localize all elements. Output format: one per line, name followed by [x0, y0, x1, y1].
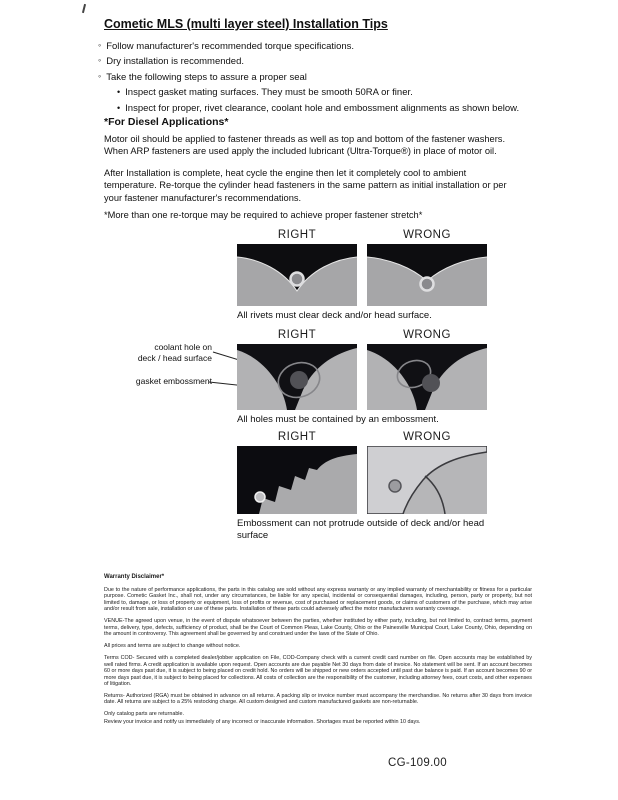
list-item: [98, 56, 538, 68]
callout-line: deck / head surface: [137, 352, 212, 363]
rivet-icon: [421, 278, 434, 291]
bullet-icon: [98, 41, 101, 53]
diesel-paragraph-2: After Installation is complete, heat cycle the engine then let it completely cool to ambient temperature. Re-torque the cylinder head fasteners in the same pattern as initial installation or per your fastener manufacturer's recommendations.: [104, 168, 507, 203]
rivet-icon: [291, 273, 304, 286]
hole-caption: All holes must be contained by an embossment.: [237, 414, 439, 425]
bullet-icon: [117, 87, 120, 99]
rivet-right-illustration: [237, 244, 357, 306]
warranty-heading: Warranty Disclaimer*: [104, 574, 165, 580]
right-column-header: RIGHT: [277, 431, 317, 443]
embossment-caption: Embossment can not protrude outside of deck and/or head surface: [237, 518, 485, 541]
legal-paragraph: Terms COD- Secured with a completed dealer/jobber application on File, COD-Company check with a current credit card number on file. Open accounts may be established by well rated firms. A credit application is available upon request. Open accounts are due payable Net 30 days from date of invoice. No statement will be sent. If an account becomes 60 or more days past due, it is subject to being placed on credit hold. No orders will be shipped or new orders accepted until past due balance is paid. If an account becomes 90 or more days past due, it is subject to being placed for collections. All costs of collection are the responsibility of the customer, including attorney fees, court costs, and other expenses of litigation.: [104, 655, 532, 687]
legal-paragraph: Only catalog parts are returnable.: [104, 711, 185, 718]
coolant-hole-icon: [422, 374, 440, 392]
right-column-header: RIGHT: [277, 329, 317, 341]
diesel-paragraph-1: Motor oil should be applied to fastener threads as well as top and bottom of the fastener washers. When ARP fasteners are used apply the included lubricant (Ultra-Torque®) in place of motor oil.: [104, 134, 506, 157]
embossment-wrong-illustration: [367, 446, 487, 514]
embossment-diagram-right: [237, 446, 357, 514]
legal-paragraph: Review your invoice and notify us immediately of any incorrect or inaccurate information. Shortages must be reported within 10 days.: [104, 718, 421, 725]
retorque-note: *More than one re-torque may be required to achieve proper fastener stretch*: [104, 210, 423, 220]
hole-icon: [255, 492, 265, 502]
list-item: [117, 87, 538, 99]
list-item: [98, 41, 538, 53]
callout-line: coolant hole on: [154, 342, 212, 352]
page-title: Cometic MLS (multi layer steel) Installation Tips: [104, 17, 388, 31]
wrong-column-header: WRONG: [403, 431, 451, 443]
warranty-disclaimer: [104, 574, 532, 731]
legal-paragraph: VENUE-The agreed upon venue, in the event of dispute whatsoever between the parties, whether instituted by either party, including, but not limited to, contract terms, payment terms, delivery, type, defects, sufficiency of product, shall be the Court of Common Pleas, Lake County, Ohio or the Painesville Municipal Court, Lake County, Ohio, depending on the amount in controversy. This agreement shall be governed by and construed under the laws of the State of Ohio.: [104, 618, 532, 638]
embossment-right-illustration: [237, 446, 357, 514]
bullet-icon: [98, 72, 101, 84]
bullet-icon: [98, 56, 101, 68]
catalog-page-code: CG-109.00: [388, 757, 447, 769]
tip-text: Inspect for proper, rivet clearance, coolant hole and embossment alignments as shown below.: [125, 102, 520, 114]
coolant-hole-icon: [290, 371, 308, 389]
tip-text: Follow manufacturer's recommended torque specifications.: [106, 41, 355, 52]
rivet-diagram-right: [237, 244, 357, 306]
diesel-applications-heading: *For Diesel Applications*: [104, 116, 229, 128]
hole-right-illustration: [237, 344, 357, 410]
tip-text: Inspect gasket mating surfaces. They must be smooth 50RA or finer.: [125, 87, 413, 99]
rivet-wrong-illustration: [367, 244, 487, 306]
right-column-header: RIGHT: [277, 229, 317, 241]
tip-text: Take the following steps to assure a proper seal: [106, 71, 307, 83]
legal-paragraph: All prices and terms are subject to change without notice.: [104, 643, 241, 650]
wrong-column-header: WRONG: [403, 229, 451, 241]
legal-paragraph: Due to the nature of performance applications, the parts in this catalog are sold without any express warranty or any implied warranty of merchantability or fitness for a particular purpose. Cometic Gasket Inc., shall not, under any circumstances, be liable for any special, incidental or consequential damages, including, person, party or property, but not limited to, damage, or loss of property or equipment, loss of profits or revenue, cost of purchased or replacement goods, or claims of customers of the purchase, which may arise and/or result from sale, installation or use of these parts. Installation of these parts could adversely affect the motor manufacturers warranty coverage.: [104, 586, 532, 613]
hole-diagram-wrong: [367, 344, 487, 410]
gasket-embossment-callout: gasket embossment: [135, 376, 212, 386]
wrong-column-header: WRONG: [403, 329, 451, 341]
hole-icon: [389, 480, 401, 492]
rivet-caption: All rivets must clear deck and/or head surface.: [237, 310, 432, 321]
list-item: [98, 72, 538, 84]
installation-tips-list: [98, 41, 538, 118]
embossment-diagram-wrong: [367, 446, 487, 514]
legal-paragraph: Returns- Authorized (RGA) must be obtained in advance on all returns. A packing slip or invoice number must accompany the merchandise. No returns after 30 days from invoice date. All returns are subject to a 25% restocking charge. All custom designed and custom manufactured gaskets are non-returnable.: [104, 692, 532, 706]
tip-text: Dry installation is recommended.: [106, 56, 245, 68]
crop-mark: [82, 4, 86, 13]
hole-diagram-right: [237, 344, 357, 410]
bullet-icon: [117, 103, 120, 115]
coolant-hole-callout: [120, 342, 212, 363]
hole-wrong-illustration: [367, 344, 487, 410]
list-item: [117, 103, 538, 115]
rivet-diagram-wrong: [367, 244, 487, 306]
